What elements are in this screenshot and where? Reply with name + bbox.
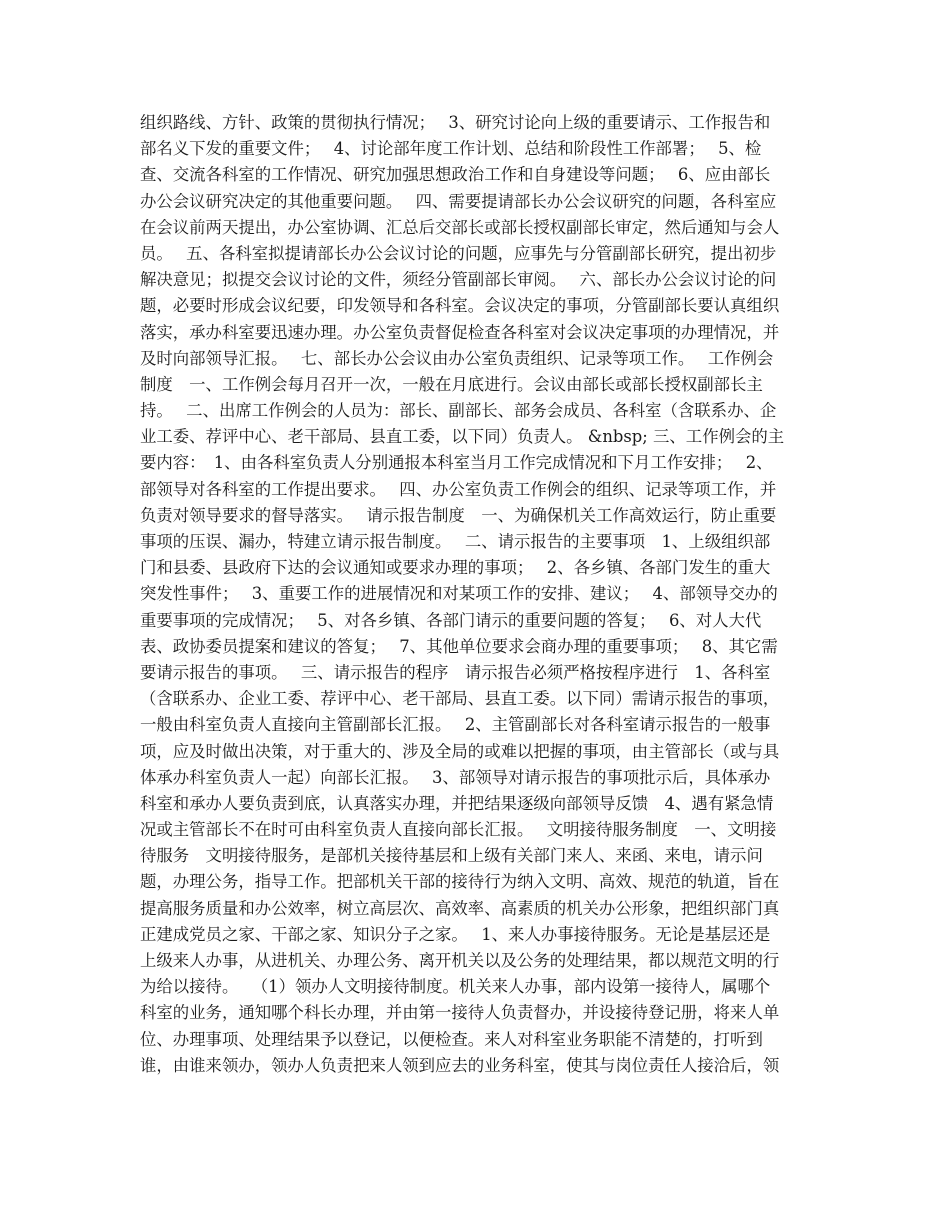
text-line: 门和县委、县政府下达的会议通知或要求办理的事项； 2、各乡镇、各部门发生的重大 — [140, 558, 771, 578]
text-line: 谁，由谁来领办，领办人负责把来人领到应去的业务科室，使其与岗位责任人接洽后，领 — [140, 1055, 780, 1075]
text-line: 一般由科室负责人直接向主管副部长汇报。 2、主管副部长对各科室请示报告的一般事 — [140, 715, 771, 735]
text-line: 持。 二、出席工作例会的人员为：部长、副部长、部务会成员、各科室（含联系办、企 — [140, 401, 777, 421]
text-line: 解决意见；拟提交会议讨论的文件，须经分管副部长审阅。 六、部长办公会议讨论的问 — [140, 270, 777, 290]
text-line: 位、办理事项、处理结果予以登记，以便检查。来人对科室业务职能不清楚的，打听到 — [140, 1029, 763, 1049]
text-line: 题，办理公务，指导工作。把部机关干部的接待行为纳入文明、高效、规范的轨道，旨在 — [140, 872, 780, 892]
text-line: 制度 一、工作例会每月召开一次，一般在月底进行。会议由部长或部长授权副部长主 — [140, 374, 763, 394]
text-line: 落实，承办科室要迅速办理。办公室负责督促检查各科室对会议决定事项的办理情况，并 — [140, 322, 780, 342]
text-line: 办公会议研究决定的其他重要问题。 四、需要提请部长办公会议研究的问题，各科室应 — [140, 191, 777, 211]
text-line: 表、政协委员提案和建议的答复； 7、其他单位要求会商办理的重要事项； 8、其它需 — [140, 636, 778, 656]
text-line: 部领导对各科室的工作提出要求。 四、办公室负责工作例会的组织、记录等项工作，并 — [140, 479, 777, 499]
text-line: 事项的压误、漏办，特建立请示报告制度。 二、请示报告的主要事项 1、上级组织部 — [140, 532, 771, 551]
text-line: （含联系办、企业工委、荐评中心、老干部局、县直工委。以下同）需请示报告的事项， — [140, 689, 780, 709]
body-text — [140, 110, 810, 1079]
text-line: 体承办科室负责人一起）向部长汇报。 3、部领导对请示报告的事项批示后，具体承办 — [140, 767, 771, 787]
text-line: 要内容： 1、由各科室负责人分别通报本科室当月工作完成情况和下月工作安排； 2、 — [140, 453, 773, 473]
text-line: 组织路线、方针、政策的贯彻执行情况； 3、研究讨论向上级的重要请示、工作报告和 — [140, 113, 771, 132]
text-line: 提高服务质量和办公效率，树立高层次、高效率、高素质的机关办公形象，把组织部门真 — [140, 898, 780, 918]
text-line: 员。 五、各科室拟提请部长办公会议讨论的问题，应事先与分管副部长研究，提出初步 — [140, 243, 777, 263]
text-line: 项，应及时做出决策，对于重大的、涉及全局的或难以把握的事项，由主管部长（或与具 — [140, 741, 780, 761]
text-line: 业工委、荐评中心、老干部局、县直工委，以下同）负责人。 &nbsp; 三、工作例会的主 — [140, 427, 785, 447]
text-line: 在会议前两天提出，办公室协调、汇总后交部长或部长授权副部长审定，然后通知与会人 — [140, 217, 780, 237]
text-line: 上级来人办事，从进机关、办理公务、离开机关以及公务的处理结果，都以规范文明的行 — [140, 951, 780, 970]
text-line: 科室和承办人要负责到底，认真落实办理，并把结果逐级向部领导反馈 4、遇有紧急情 — [140, 793, 774, 813]
text-line: 部名义下发的重要文件； 4、讨论部年度工作计划、总结和阶段性工作部署； 5、检 — [140, 139, 762, 159]
text-line: 突发性事件； 3、重要工作的进展情况和对某项工作的安排、建议； 4、部领导交办的 — [140, 584, 778, 604]
text-line: 正建成党员之家、干部之家、知识分子之家。 1、来人办事接待服务。无论是基层还是 — [140, 924, 771, 944]
text-line: 负责对领导要求的督导落实。 请示报告制度 一、为确保机关工作高效运行，防止重要 — [140, 505, 777, 525]
text-line: 重要事项的完成情况； 5、对各乡镇、各部门请示的重要问题的答复； 6、对人大代 — [140, 610, 762, 630]
text-line: 待服务 文明接待服务，是部机关接待基层和上级有关部门来人、来函、来电，请示问 — [140, 846, 763, 866]
text-line: 题，必要时形成会议纪要，印发领导和各科室。会议决定的事项，分管副部长要认真组织 — [140, 296, 780, 316]
text-line: 及时向部领导汇报。 七、部长办公会议由办公室负责组织、记录等项工作。 工作例会 — [140, 348, 774, 368]
text-line: 况或主管部长不在时可由科室负责人直接向部长汇报。 文明接待服务制度 一、文明接 — [140, 820, 777, 840]
text-line: 要请示报告的事项。 三、请示报告的程序 请示报告必须严格按程序进行 1、各科室 — [140, 662, 771, 682]
text-line: 为给以接待。 （1）领办人文明接待制度。机关来人办事，部内设第一接待人，属哪个 — [140, 977, 771, 997]
text-line: 科室的业务，通知哪个科长办理，并由第一接待人负责督办，并设接待登记册，将来人单 — [140, 1003, 780, 1023]
text-line: 查、交流各科室的工作情况、研究加强思想政治工作和自身建设等问题； 6、应由部长 — [140, 165, 771, 185]
